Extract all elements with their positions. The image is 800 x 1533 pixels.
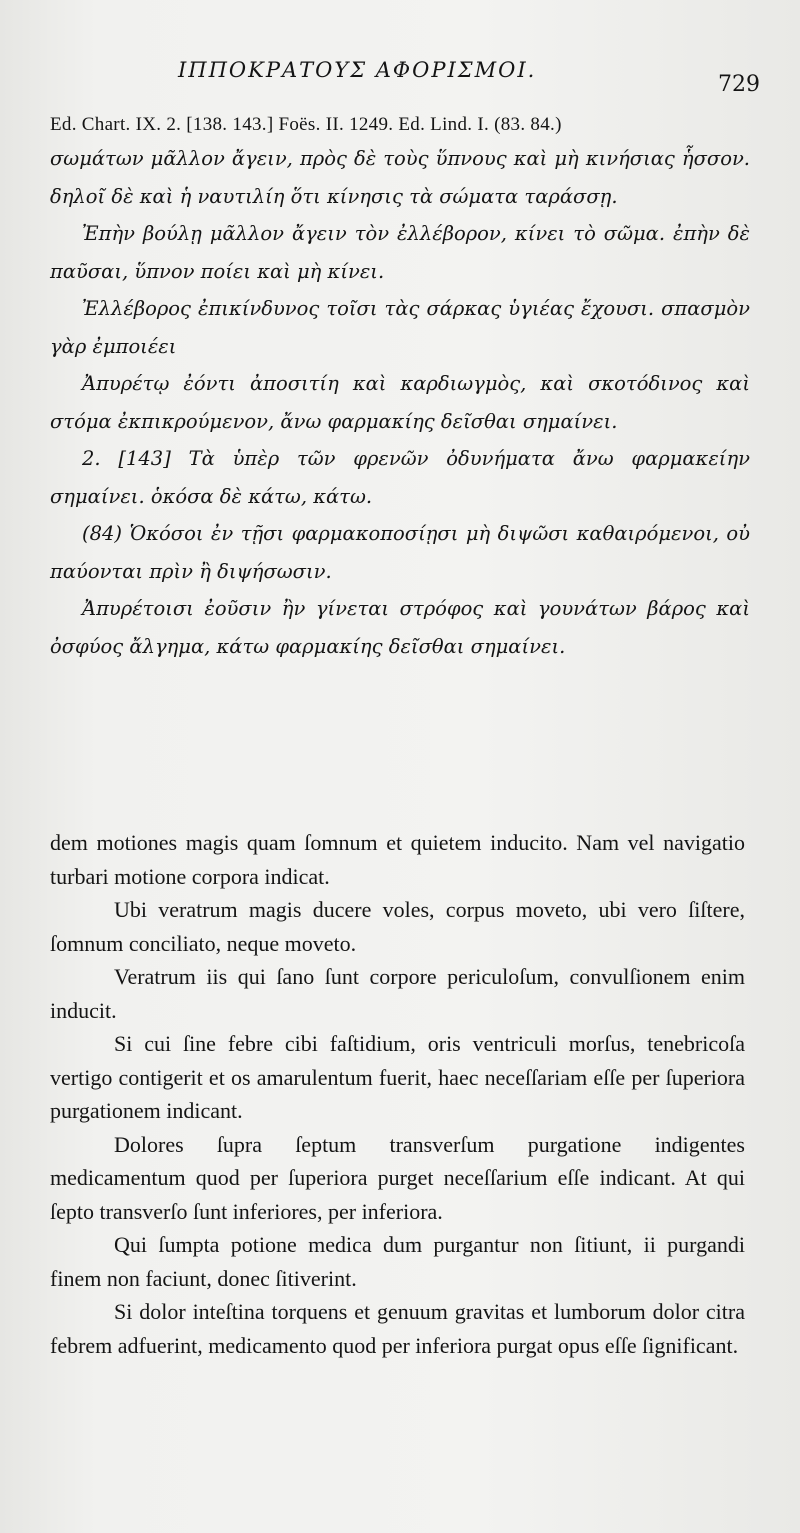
greek-paragraph: Ἀπυρέτοισι ἐοῦσιν ἢν γίνεται στρόφος καὶ γουνάτων βάρος καὶ ὀσφύος ἄλγημα, κάτω φαρμακίης δεῖσθαι σημαίνει. bbox=[50, 597, 750, 658]
latin-paragraph: Qui ſumpta potione medica dum purgantur non ſitiunt, ii purgandi finem non faciunt, donec ſitiverint. bbox=[50, 1232, 745, 1291]
latin-paragraph: dem motiones magis quam ſomnum et quietem inducito. Nam vel navigatio turbari motione corpora indicat. bbox=[50, 830, 745, 889]
latin-paragraph: Ubi veratrum magis ducere voles, corpus moveto, ubi vero ſiſtere, ſomnum conciliato, neque moveto. bbox=[50, 897, 745, 956]
edition-reference-line: Ed. Chart. IX. 2. [138. 143.] Foës. II. 1249. Ed. Lind. I. (83. 84.) bbox=[50, 114, 562, 135]
greek-text-block bbox=[50, 140, 750, 665]
greek-paragraph: Ἐλλέβορος ἐπικίνδυνος τοῖσι τὰς σάρκας ὑγιέας ἔχουσι. σπασμὸν γὰρ ἐμποιέει bbox=[50, 297, 750, 358]
greek-paragraph: σωμάτων μᾶλλον ἄγειν, πρὸς δὲ τοὺς ὕπνους καὶ μὴ κινήσιας ἧσσον. δηλοῖ δὲ καὶ ἡ ναυτιλίη ὅτι κίνησις τὰ σώματα ταράσσῃ. bbox=[50, 147, 750, 208]
latin-paragraph: Veratrum iis qui ſano ſunt corpore periculoſum, convulſionem enim inducit. bbox=[50, 964, 745, 1023]
latin-text-block bbox=[50, 826, 745, 1362]
page-number: 729 bbox=[718, 72, 760, 97]
running-head: ΙΠΠΟΚΡΑΤΟΥΣ ΑΦΟΡΙΣΜΟΙ. bbox=[178, 58, 537, 82]
greek-paragraph: (84) Ὁκόσοι ἐν τῇσι φαρμακοποσίῃσι μὴ διψῶσι καθαιρόμενοι, οὐ παύονται πρὶν ἢ διψήσωσιν. bbox=[50, 522, 750, 583]
greek-paragraph: Ἐπὴν βούλῃ μᾶλλον ἄγειν τὸν ἐλλέβορον, κίνει τὸ σῶμα. ἐπὴν δὲ παῦσαι, ὕπνον ποίει καὶ μὴ κίνει. bbox=[50, 222, 750, 283]
latin-paragraph: Dolores ſupra ſeptum transverſum purgatione indigentes medicamentum quod per ſuperiora purget neceſſarium eſſe indicant. At qui ſepto transverſo ſunt inferiores, per inferiora. bbox=[50, 1131, 745, 1224]
latin-paragraph: Si dolor inteſtina torquens et genuum gravitas et lumborum dolor citra febrem adfuerint, medicamento quod per inferiora purgat opus eſſe ſignificant. bbox=[50, 1299, 745, 1358]
greek-paragraph: 2. [143] Τὰ ὑπὲρ τῶν φρενῶν ὀδυνήματα ἄνω φαρμακείην σημαίνει. ὁκόσα δὲ κάτω, κάτω. bbox=[50, 447, 750, 508]
latin-paragraph: Si cui ſine febre cibi faſtidium, oris ventriculi morſus, tenebricoſa vertigo contigerit et os amarulentum fuerit, haec neceſſariam eſſe per ſuperiora purgationem indicant. bbox=[50, 1031, 745, 1123]
greek-paragraph: Ἀπυρέτῳ ἐόντι ἀποσιτίη καὶ καρδιωγμὸς, καὶ σκοτόδινος καὶ στόμα ἐκπικρούμενον, ἄνω φαρμακίης δεῖσθαι σημαίνει. bbox=[50, 372, 750, 433]
